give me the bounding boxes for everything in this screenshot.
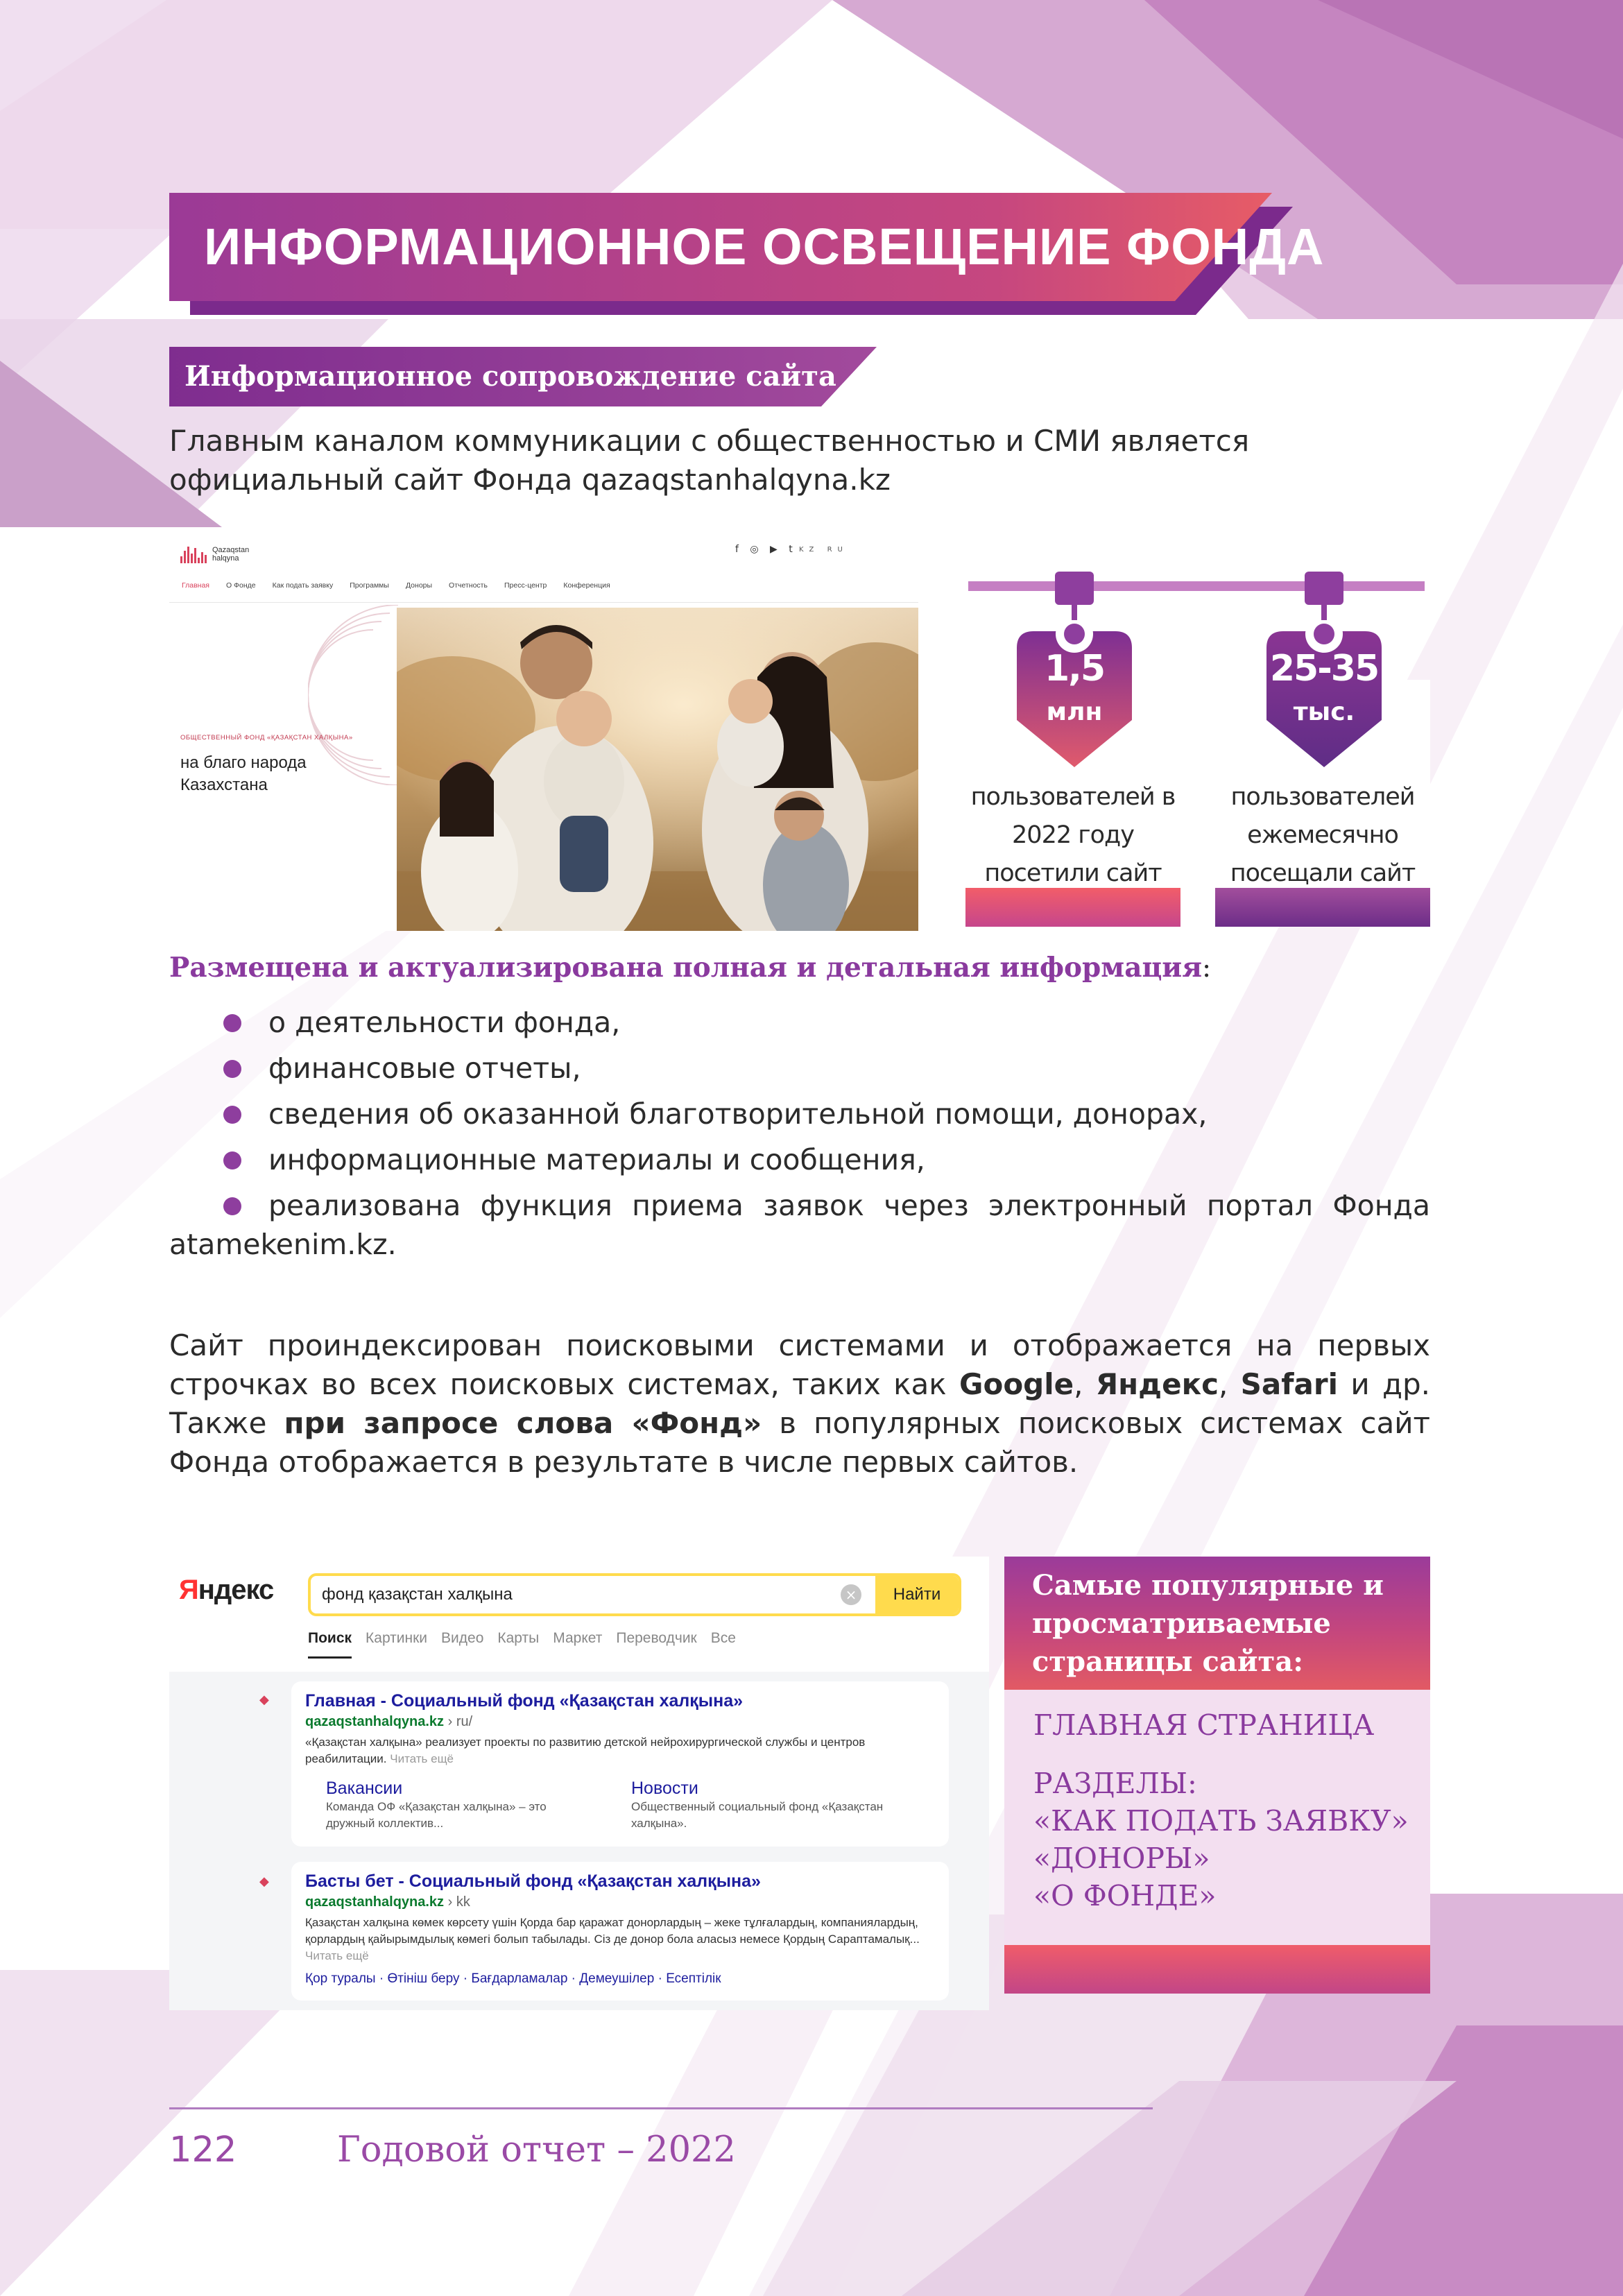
intro-paragraph: Главным каналом коммуникации с общественностью и СМИ является официальный сайт Фонда qazaqstanhalqyna.kz	[169, 424, 1250, 497]
popular-page-item: ГЛАВНАЯ СТРАНИЦА	[1033, 1708, 1375, 1742]
tab-images[interactable]: Картинки	[366, 1630, 428, 1646]
result-sitelinks	[305, 1779, 935, 1832]
site-nav-item[interactable]: О Фонде	[225, 581, 256, 590]
paragraph-text: ,	[1218, 1367, 1241, 1401]
posted-heading-text: Размещена и актуализирована полная и детальная информация	[169, 952, 1203, 984]
site-nav-item[interactable]: Доноры	[405, 581, 433, 590]
tab-market[interactable]: Маркет	[553, 1630, 603, 1646]
site-org-name: ОБЩЕСТВЕННЫЙ ФОНД «ҚАЗАҚСТАН ХАЛҚЫНА»	[180, 734, 353, 742]
search-paragraph	[169, 1326, 1430, 1482]
clear-icon[interactable]: ×	[841, 1584, 861, 1605]
bullet-text: сведения об оказанной благотворительной помощи, донорах,	[268, 1097, 1208, 1131]
site-slogan: на благо народа Казахстана	[180, 753, 307, 794]
bullet-text: финансовые отчеты,	[268, 1052, 581, 1085]
result-snippet: Қазақстан халқына көмек көрсету үшін Қорда бар қаражат донорлардың – жеке тұлғалардың, компаниялардың, қорлардың қайырымдылық көмегі болып табылады. Сіз де донор бола аласыз немесе Қордың Сараптамалық...	[305, 1916, 920, 1946]
site-nav-item[interactable]: Главная	[182, 581, 209, 590]
stat-number: 1,5	[1044, 648, 1105, 689]
stat-description: пользователей ежемесячно посещали сайт	[1230, 783, 1416, 887]
tab-all[interactable]: Все	[710, 1630, 736, 1646]
list-item	[169, 1186, 1430, 1264]
tab-translator[interactable]: Переводчик	[616, 1630, 697, 1646]
site-logo[interactable]	[180, 545, 249, 563]
result-snippet: «Қазақстан халқына» реализует проекты по развитию детской нейрохирургической службы и центров реабилитации.	[305, 1736, 866, 1765]
query-phrase: при запросе слова «Фонд»	[284, 1406, 762, 1440]
yandex-name: Яндекс	[1095, 1367, 1219, 1401]
posted-heading-colon: :	[1202, 952, 1212, 984]
site-nav-item[interactable]: Конференция	[563, 581, 610, 590]
yandex-logo-first-letter: Я	[179, 1575, 198, 1605]
bullet-icon	[223, 1197, 241, 1215]
search-result	[291, 1862, 949, 2001]
tab-maps[interactable]: Карты	[497, 1630, 540, 1646]
read-more-link[interactable]: Читать ещё	[386, 1752, 454, 1765]
site-nav-item[interactable]: Отчетность	[449, 581, 488, 590]
tab-video[interactable]: Видео	[441, 1630, 484, 1646]
popular-page-item: «О ФОНДЕ»	[1033, 1879, 1217, 1912]
bullet-text: реализована функция приема заявок через электронный портал Фонда atamekenim.kz.	[169, 1189, 1430, 1261]
result-url[interactable]	[305, 1714, 935, 1730]
site-nav	[182, 581, 610, 590]
yandex-logo-rest: ндекс	[198, 1575, 274, 1605]
search-query[interactable]: фонд қазақстан халқына	[322, 1585, 513, 1604]
popular-page-item: «ДОНОРЫ»	[1033, 1842, 1210, 1875]
search-tabs	[308, 1630, 736, 1659]
section-heading-banner	[169, 347, 877, 406]
logo-mark-icon	[180, 545, 207, 563]
popular-page-item: РАЗДЕЛЫ:	[1033, 1767, 1197, 1800]
stat-unit: млн	[1046, 698, 1103, 726]
divider	[169, 602, 918, 603]
stat-number: 25-35	[1269, 648, 1379, 689]
result-description	[305, 1914, 935, 1964]
stat-unit: тыс.	[1293, 698, 1355, 726]
stat-card-band	[1215, 888, 1430, 927]
stat-tag	[1017, 572, 1132, 767]
search-button[interactable]: Найти	[875, 1576, 959, 1613]
site-logo-line1: Qazaqstan	[212, 546, 250, 554]
bullet-icon	[223, 1060, 241, 1078]
list-item	[169, 1003, 1430, 1042]
popular-pages-header	[1004, 1557, 1430, 1690]
site-favicon-icon: ◆	[259, 1874, 269, 1889]
bullet-icon	[223, 1014, 241, 1032]
language-switch[interactable]: KZ RU	[799, 546, 848, 554]
result-title[interactable]: Главная - Социальный фонд «Қазақстан халқына»	[305, 1691, 744, 1711]
google-name: Google	[959, 1367, 1074, 1401]
result-domain: qazaqstanhalqyna.kz	[305, 1894, 445, 1910]
popular-pages-heading: Самые популярные и просматриваемые страницы сайта:	[1032, 1569, 1384, 1678]
site-nav-item[interactable]: Программы	[350, 581, 389, 590]
sitelink-vacancies[interactable]: Вакансии	[326, 1779, 403, 1798]
result-title[interactable]: Басты бет - Социальный фонд «Қазақстан халқына»	[305, 1871, 761, 1891]
section-heading: Информационное сопровождение сайта	[184, 360, 836, 393]
paragraph-text: и др. Также	[169, 1367, 1431, 1440]
footer-divider	[169, 2107, 1153, 2109]
list-item	[169, 1049, 1430, 1088]
result-sitelinks[interactable]: Қор туралы · Өтініш беру · Бағдарламалар · Демеушілер · Есептілік	[305, 1971, 721, 1986]
popular-pages-band	[1004, 1945, 1430, 1994]
site-logo-line2: halqyna	[212, 554, 239, 563]
website-screenshot	[169, 536, 918, 931]
sitelink-description: Общественный социальный фонд «Қазақстан халқына».	[631, 1800, 884, 1830]
site-nav-item[interactable]: Пресс-центр	[504, 581, 547, 590]
result-description	[305, 1734, 935, 1767]
list-item	[169, 1140, 1430, 1179]
sitelink-description: Команда ОФ «Қазақстан халқына» – это дружный коллектив...	[326, 1800, 547, 1830]
posted-info-heading	[169, 952, 1211, 984]
site-favicon-icon: ◆	[259, 1693, 269, 1707]
info-bullet-list	[169, 1003, 1430, 1271]
paragraph-text: Сайт проиндексирован поисковыми системами и отображается на первых строчках во всех поисковых системах, таких как	[169, 1328, 1430, 1401]
list-item	[169, 1095, 1430, 1133]
paragraph-text: ,	[1074, 1367, 1096, 1401]
bullet-text: о деятельности фонда,	[268, 1006, 621, 1039]
popular-page-item: «КАК ПОДАТЬ ЗАЯВКУ»	[1033, 1804, 1409, 1837]
site-nav-item[interactable]: Как подать заявку	[272, 581, 334, 590]
page-number: 122	[169, 2130, 237, 2170]
paragraph-text: в популярных поисковых системах сайт Фонда отображается в результате в числе первых сайтов.	[169, 1406, 1430, 1479]
result-path: › ru/	[444, 1714, 473, 1729]
stat-description: пользователей в 2022 году посетили сайт	[970, 783, 1176, 887]
result-url[interactable]	[305, 1894, 935, 1910]
family-photo	[397, 608, 918, 931]
popular-pages-panel	[1004, 1557, 1430, 1994]
page-title: ИНФОРМАЦИОННОЕ ОСВЕЩЕНИЕ ФОНДА	[204, 218, 1325, 275]
bullet-text: информационные материалы и сообщения,	[268, 1143, 925, 1176]
bullet-icon	[223, 1151, 241, 1170]
result-path: › kk	[444, 1894, 470, 1910]
result-domain: qazaqstanhalqyna.kz	[305, 1714, 445, 1729]
bullet-icon	[223, 1106, 241, 1124]
social-icons[interactable]: f ◎ ▶ t	[735, 544, 797, 555]
read-more-link[interactable]: Читать ещё	[305, 1949, 369, 1962]
title-banner	[169, 193, 1325, 315]
search-input[interactable]	[308, 1573, 961, 1616]
stat-tag	[1266, 572, 1382, 767]
footer-title: Годовой отчет – 2022	[337, 2130, 736, 2170]
yandex-screenshot	[169, 1557, 989, 2010]
safari-name: Safari	[1240, 1367, 1338, 1401]
yandex-logo[interactable]	[179, 1575, 273, 1606]
search-result	[291, 1681, 949, 1847]
tab-search[interactable]: Поиск	[308, 1630, 352, 1659]
sitelink-news[interactable]: Новости	[631, 1779, 698, 1798]
stat-card-band	[965, 888, 1180, 927]
